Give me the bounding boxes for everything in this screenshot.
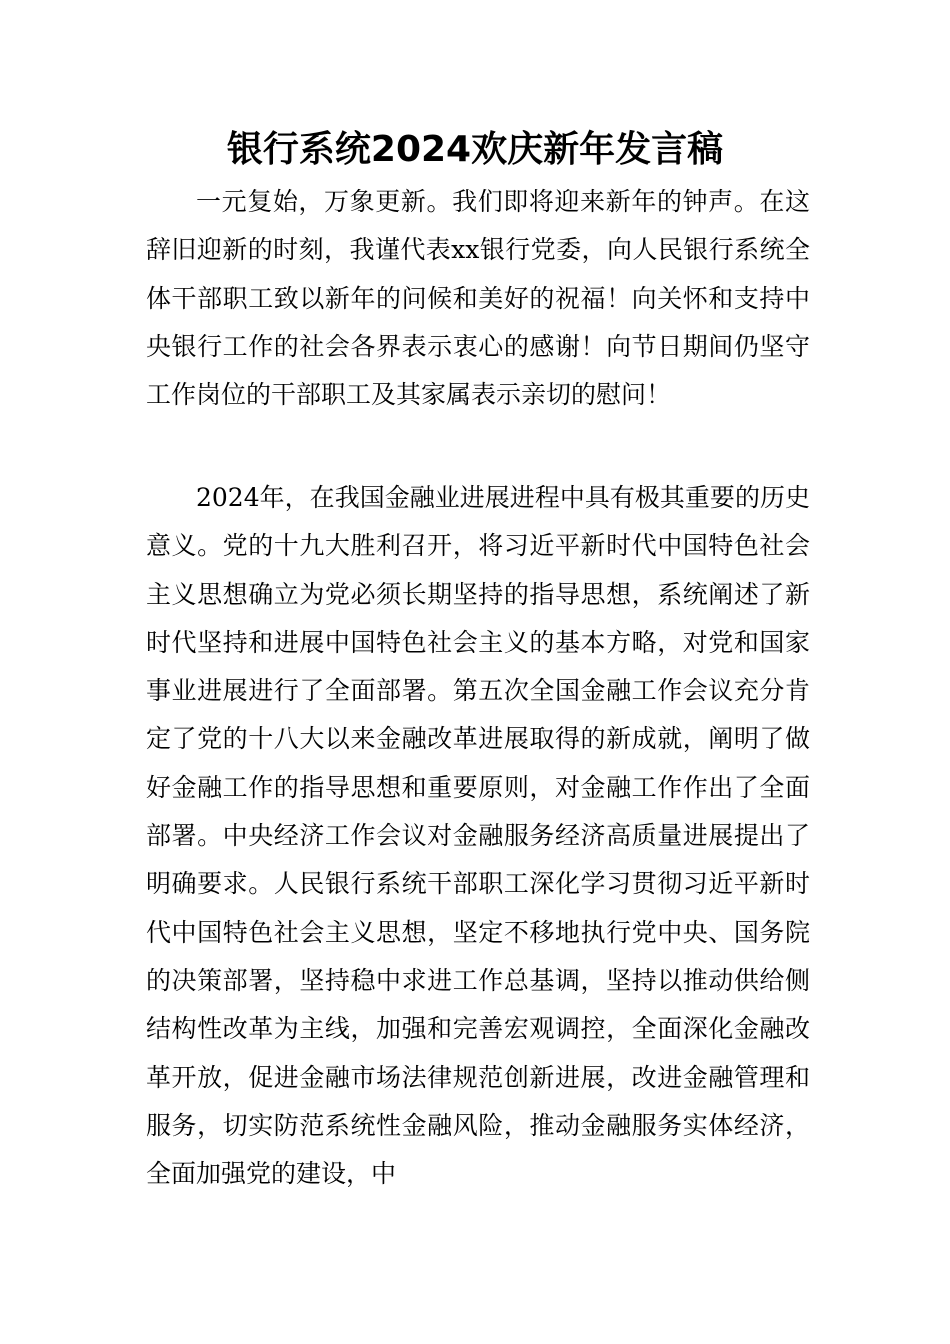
paragraph-greeting: 一元复始，万象更新。我们即将迎来新年的钟声。在这辞旧迎新的时刻，我谨代表xx银行党委，向人民银行系统全体干部职工致以新年的问候和美好的祝福！向关怀和支持中央银行工作的社会各界表示衷心的感谢！向节日期间仍坚守工作岗位的干部职工及其家属表示亲切的慰问！ <box>146 187 810 410</box>
document-title: 银行系统2024欢庆新年发言稿 <box>226 129 724 170</box>
paragraph-review: 2024年，在我国金融业进展进程中具有极其重要的历史意义。党的十九大胜利召开，将习近平新时代中国特色社会主义思想确立为党必须长期坚持的指导思想，系统阐述了新时代坚持和进展中国特色社会主义的基本方略，对党和国家事业进展进行了全面部署。第五次全国金融工作会议充分肯定了党的十八大以来金融改革进展取得的新成就，阐明了做好金融工作的指导思想和重要原则，对金融工作作出了全面部署。中央经济工作会议对金融服务经济高质量进展提出了明确要求。人民银行系统干部职工深化学习贯彻习近平新时代中国特色社会主义思想，坚定不移地执行党中央、国务院的决策部署，坚持稳中求进工作总基调，坚持以推动供给侧结构性改革为主线，加强和完善宏观调控，全面深化金融改革开放，促进金融市场法律规范创新进展，改进金融管理和服务，切实防范系统性金融风险，推动金融服务实体经济，全面加强党的建设，中 <box>146 483 810 1189</box>
